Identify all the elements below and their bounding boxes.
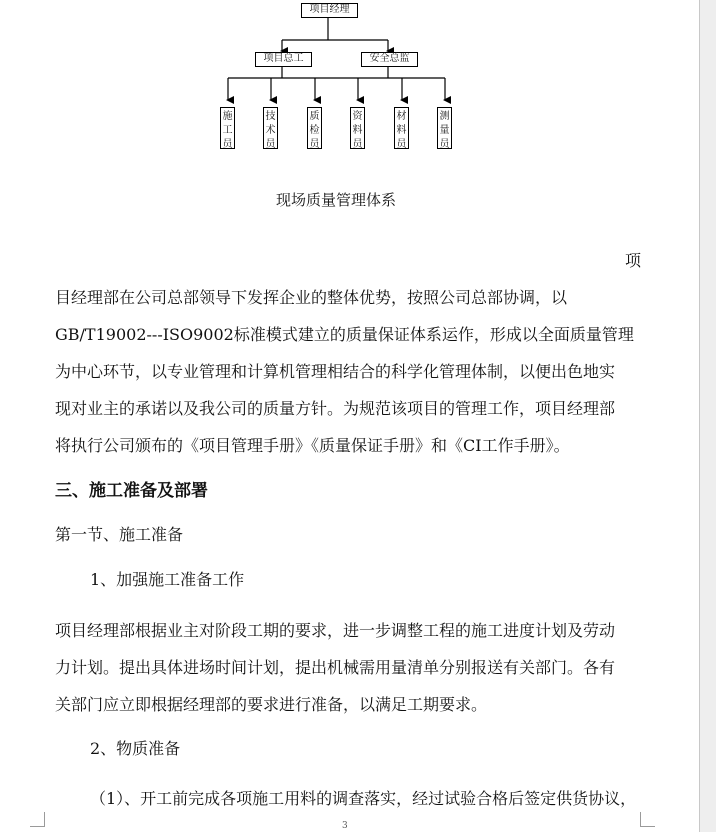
paragraph-line: 为中心环节，以专业管理和计算机管理相结合的科学化管理体制，以便出色地实: [55, 362, 616, 381]
paragraph-line: 关部门应立即根据经理部的要求进行准备，以满足工期要求。: [55, 695, 488, 714]
box-safety-director: 安全总监: [361, 52, 418, 67]
item-heading-1: 1、加强施工准备工作: [90, 570, 245, 589]
paragraph-line: 力计划。提出具体进场时间计划，提出机械需用量清单分别报送有关部门。各有: [55, 658, 616, 677]
box-project-manager: 项目经理: [301, 3, 358, 18]
box-surveyor: 测量员: [437, 107, 452, 149]
box-document-staff: 资料员: [350, 107, 365, 149]
paragraph-line: GB/T19002---ISO9002标准模式建立的质量保证体系运作，形成以全面质量管理: [55, 325, 634, 344]
box-technical-staff: 技术员: [263, 107, 278, 149]
paragraph-materials: （1）、开工前完成各项施工用料的调查落实，经过试验合格后签定供货协议，: [90, 789, 637, 808]
margin-corner-right: [640, 812, 655, 827]
box-quality-inspector: 质检员: [307, 107, 322, 149]
sub-heading: 第一节、施工准备: [55, 525, 184, 544]
paragraph-preparation: [55, 612, 641, 723]
paragraph-line: 项目经理部根据业主对阶段工期的要求，进一步调整工程的施工进度计划及劳动: [55, 621, 616, 640]
org-chart-connectors: [0, 0, 700, 190]
chart-caption: 现场质量管理体系: [275, 191, 396, 209]
paragraph-line: 项: [624, 251, 641, 270]
paragraph-line: 现对业主的承诺以及我公司的质量方针。为规范该项目的管理工作，项目经理部: [55, 399, 616, 418]
section-heading: 三、施工准备及部署: [55, 481, 208, 501]
page-number: 3: [342, 821, 348, 831]
item-heading-2: 2、物质准备: [90, 739, 181, 758]
paragraph-line: 将执行公司颁布的《项目管理手册》《质量保证手册》和《CI工作手册》。: [55, 436, 570, 455]
paragraph-quality-system: [55, 242, 641, 464]
margin-corner-left: [30, 812, 45, 827]
box-chief-engineer: 项目总工: [255, 52, 312, 67]
org-chart: [0, 0, 700, 190]
box-material-staff: 材料员: [394, 107, 409, 149]
paragraph-line: 目经理部在公司总部领导下发挥企业的整体优势，按照公司总部协调，以: [55, 288, 568, 307]
box-construction-staff: 施工员: [220, 107, 235, 149]
page-edge: [699, 0, 716, 832]
